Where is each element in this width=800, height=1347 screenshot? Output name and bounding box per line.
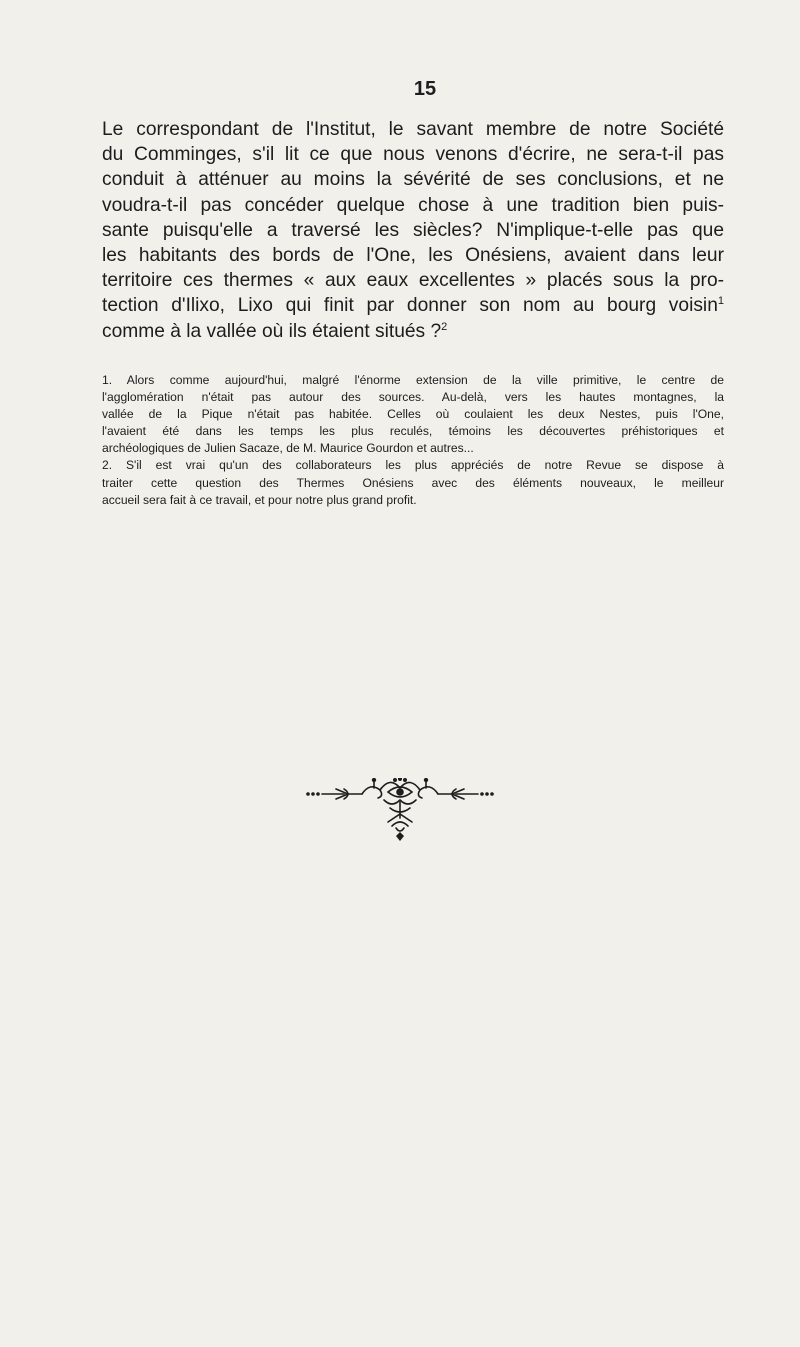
text-line-content: comme à la vallée où ils étaient situés ? bbox=[102, 320, 442, 342]
text-line: sante puisqu'elle a traversé les siècles? N'implique-t-elle pas que bbox=[102, 219, 724, 241]
text-line-with-note bbox=[102, 293, 724, 318]
footnote-ref-1[interactable]: 1 bbox=[717, 295, 724, 308]
text-line: territoire ces thermes « aux eaux excellentes » placés sous la pro- bbox=[102, 270, 724, 292]
footnote-line: vallée de la Pique n'était pas habitée. Celles où coulaient les deux Nestes, puis l'One, bbox=[102, 407, 724, 422]
text-line: Le correspondant de l'Institut, le savant membre de notre Société bbox=[102, 119, 724, 140]
footnotes bbox=[102, 372, 724, 509]
footnote-line: archéologiques de Julien Sacaze, de M. Maurice Gourdon et autres... bbox=[102, 441, 474, 456]
main-paragraph bbox=[102, 117, 724, 344]
footnote-line: l'agglomération n'était pas autour des sources. Au-delà, vers les hautes montagnes, la bbox=[102, 390, 724, 405]
footnote-line: accueil sera fait à ce travail, et pour notre plus grand profit. bbox=[102, 492, 417, 507]
footnote-line: traiter cette question des Thermes Onésiens avec des éléments nouveaux, le meilleur bbox=[102, 475, 724, 490]
text-line-with-note bbox=[102, 319, 724, 344]
footnote-line: 1. Alors comme aujourd'hui, malgré l'énorme extension de la ville primitive, le centre de bbox=[102, 373, 724, 387]
text-line: voudra-t-il pas concéder quelque chose à une tradition bien puis- bbox=[102, 194, 724, 216]
text-line-content: tection d'Ilixo, Lixo qui finit par donner son nom au bourg voisin bbox=[102, 295, 718, 317]
fleuron-ornament-icon bbox=[300, 778, 500, 842]
footnote-line: l'avaient été dans les temps les plus reculés, témoins les découvertes préhistoriques et bbox=[102, 424, 724, 439]
text-line: du Comminges, s'il lit ce que nous venons d'écrire, ne sera-t-il pas bbox=[102, 144, 724, 166]
text-line: les habitants des bords de l'One, les Onésiens, avaient dans leur bbox=[102, 245, 724, 267]
footnote-ref-2[interactable]: 2 bbox=[441, 320, 448, 333]
footnote-line: 2. S'il est vrai qu'un des collaborateurs les plus appréciés de notre Revue se dispose à bbox=[102, 458, 724, 473]
page-number: 15 bbox=[413, 78, 437, 100]
text-line: conduit à atténuer au moins la sévérité de ses conclusions, et ne bbox=[102, 169, 724, 191]
